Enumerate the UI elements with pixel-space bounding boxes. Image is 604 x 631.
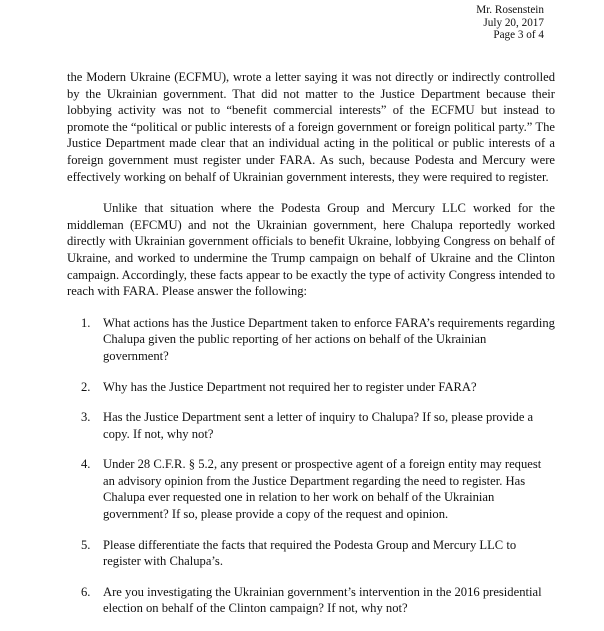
question-text: What actions has the Justice Department taken to enforce FARA’s requirements regarding Chalupa given the public reporting of her actions on behalf of the Ukrainian government? (103, 315, 555, 363)
question-item (67, 456, 555, 522)
question-number: 3. (81, 410, 91, 425)
page-header (476, 4, 544, 42)
question-number: 2. (81, 379, 91, 394)
question-item (67, 537, 555, 570)
question-text: Under 28 C.F.R. § 5.2, any present or prospective agent of a foreign entity may request an advisory opinion from the Justice Department regarding the need to register. Has Chalupa ever requested one in relation to her work on behalf of the Ukrainian government? If so, please provide a copy of the request and opinion. (103, 457, 542, 522)
question-item (67, 584, 555, 617)
question-number: 1. (81, 315, 91, 330)
paragraph-chalupa: Unlike that situation where the Podesta Group and Mercury LLC worked for the middleman (EFCMU) and not the Ukrainian government, here Chalupa reportedly worked directly with Ukrainian government officials to benefit Ukraine, lobbying Congress on behalf of Ukraine, and worked to undermine the Trump campaign on behalf of Ukraine and the Clinton campaign. Accordingly, these facts appear to be exactly the type of activity Congress intended to reach with FARA. Please answer the following: (67, 201, 555, 299)
question-item (67, 315, 555, 365)
question-number: 6. (81, 584, 91, 599)
letter-body (67, 69, 555, 631)
question-text: Has the Justice Department sent a letter of inquiry to Chalupa? If so, please provide a copy. If not, why not? (103, 410, 534, 441)
question-text: Why has the Justice Department not required her to register under FARA? (103, 379, 477, 394)
question-text: Are you investigating the Ukrainian government’s intervention in the 2016 presidential election on behalf of the Clinton campaign? If not, why not? (103, 584, 542, 616)
question-text: Please differentiate the facts that required the Podesta Group and Mercury LLC to register with Chalupa’s. (103, 537, 517, 569)
question-list (67, 315, 555, 617)
question-number: 4. (81, 457, 91, 472)
header-page-number: Page 3 of 4 (493, 29, 544, 42)
header-date: July 20, 2017 (483, 16, 544, 29)
question-number: 5. (81, 537, 91, 552)
question-item (67, 379, 555, 396)
question-item (67, 409, 555, 442)
paragraph-continuation: the Modern Ukraine (ECFMU), wrote a letter saying it was not directly or indirectly controlled by the Ukrainian government. That did not matter to the Justice Department because their lobbying activity was not to “benefit commercial interests” of the ECFMU but instead to promote the “political or public interests of a foreign government or foreign political party.” The Justice Department made clear that an individual acting in the political or public interests of a foreign government must register under FARA. As such, because Podesta and Mercury were effectively working on behalf of Ukrainian government interests, they were required to register. (67, 70, 555, 184)
header-recipient: Mr. Rosenstein (476, 4, 544, 16)
